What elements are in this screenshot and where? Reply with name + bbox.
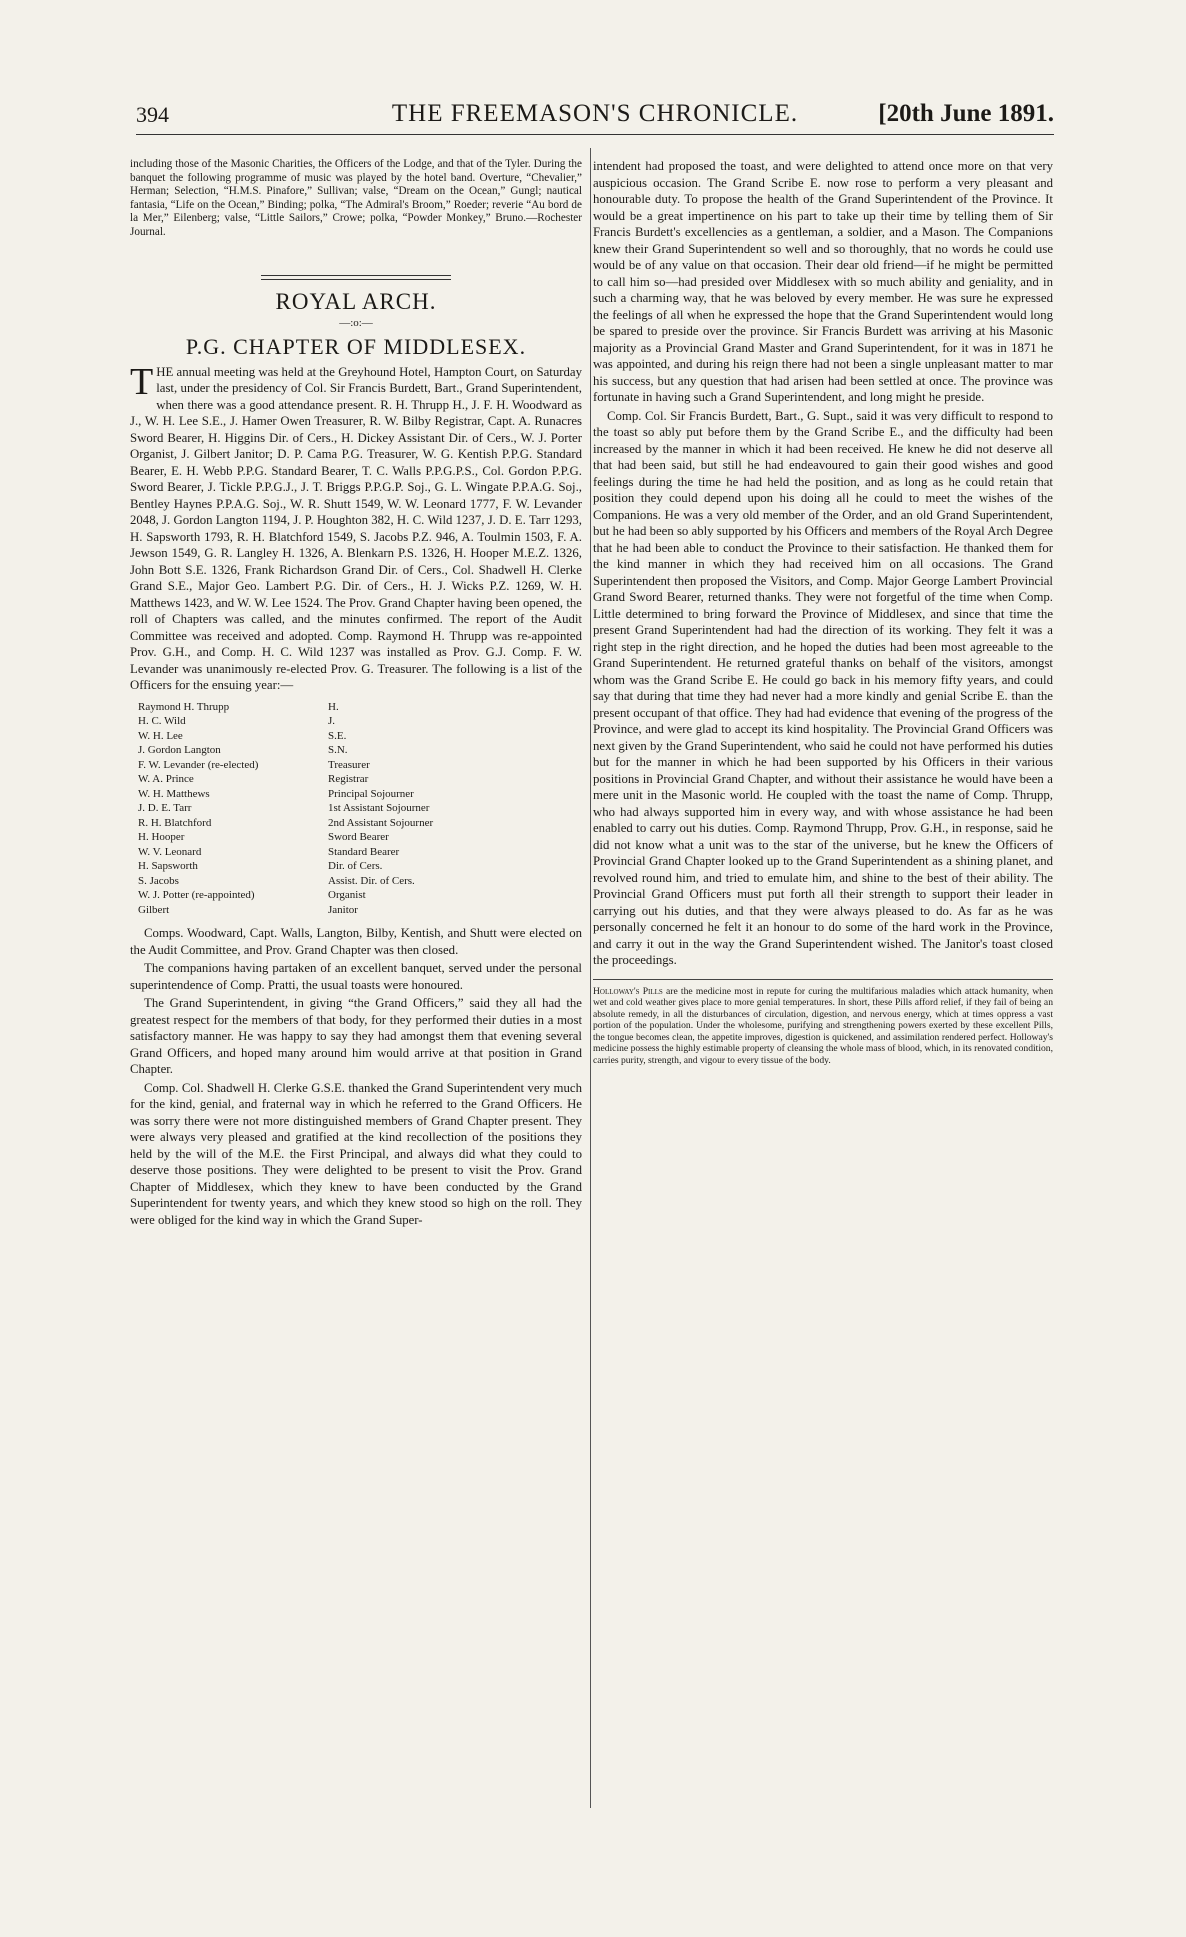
officer-name: W. H. Lee <box>138 729 183 742</box>
meeting-text: HE annual meeting was held at the Greyhound Hotel, Hampton Court, on Saturday last, under the presidency of Col. Sir Francis Burdett, Bart., Grand Superintendent, when there was a good attendance present. R. H. Thrupp H., J. F. H. Woodward as J., W. H. Lee S.E., J. Hamer Owen Treasurer, R. W. Bilby Registrar, Capt. A. Runacres Sword Bearer, H. Higgins Dir. of Cers., H. Dickey Assistant Dir. of Cers., W. J. Porter Organist, J. Gilbert Janitor; D. P. Cama P.G. Treasurer, W. G. Kentish P.P.G. Standard Bearer, E. H. Webb P.P.G. Standard Bearer, T. C. Walls P.P.G.P.S., Col. Gordon P.P.G. Sword Bearer, J. Tickle P.P.G.J., J. T. Briggs P.P.G.P. Soj., G. L. Wingate P.P.A.G. Soj., Bentley Haynes P.P.A.G. Soj., W. R. Shutt 1549, W. W. Leonard 1777, F. W. Levander 2048, J. Gordon Langton 1194, J. P. Houghton 382, H. C. Wild 1237, J. D. E. Tarr 1293, H. Sapsworth 1793, R. H. Blatchford 1549, S. Jacobs P.Z. 946, A. Toulmin 1503, F. A. Jewson 1549, G. R. Langley H. 1326, A. Blenkarn P.S. 1326, H. Hooper M.E.Z. 1326, John Bott S.E. 1326, Frank Richardson Grand Dir. of Cers., Col. Shadwell H. Clerke Grand S.E., Major Geo. Lambert P.G. Dir. of Cers., H. J. Wicks P.Z. 1269, W. H. Matthews 1423, and W. W. Lee 1524. The Prov. Grand Chapter having been opened, the roll of Chapters was called, and the minutes confirmed. The report of the Audit Committee was received and adopted. Comp. Raymond H. Thrupp was re-appointed Prov. G.H., and Comp. H. C. Wild 1237 was installed as Prov. G.J. Comp. F. W. Levander was unanimously re-elected Prov. G. Treasurer. The following is a list of the Officers for the ensuing year:— <box>130 364 582 692</box>
column-divider <box>590 148 591 1808</box>
officer-name: S. Jacobs <box>138 874 179 887</box>
officer-name: W. H. Matthews <box>138 787 210 800</box>
officers-table <box>138 700 498 918</box>
officer-office: Assist. Dir. of Cers. <box>328 874 415 887</box>
article-paragraph: Comp. Col. Shadwell H. Clerke G.S.E. thanked the Grand Superintendent very much for the kind, genial, and fraternal way in which he referred to the Grand Officers. He was sorry there were not more distinguished members of Grand Chapter present. They were always very pleased and gratified at the kind recollection of the positions they held by the will of the M.E. the First Principal, and always did what they could to deserve those positions. They were delighted to be present to visit the Prov. Grand Chapter of Middlesex, which they knew to have been conducted by the Grand Superintendent for twenty years, and which they knew stood so high on the roll. They were obliged for the kind way in which the Grand Super- <box>130 1080 582 1227</box>
officer-name: Raymond H. Thrupp <box>138 700 230 713</box>
section-rule <box>261 275 451 280</box>
officer-name: H. C. Wild <box>138 715 186 727</box>
officer-name: F. W. Levander (re-elected) <box>138 758 259 771</box>
officer-row <box>138 903 498 918</box>
advert-lead: Holloway's Pills <box>593 985 663 997</box>
drop-cap: T <box>130 360 154 403</box>
officer-office: Organist <box>328 889 366 901</box>
heading-ornament: —:o:— <box>339 316 373 329</box>
page-header <box>136 100 1054 135</box>
officer-office: Janitor <box>328 903 358 916</box>
officer-row <box>138 874 498 889</box>
section-heading-royal-arch: ROYAL ARCH. <box>275 289 437 314</box>
page-number: 394 <box>136 102 169 127</box>
left-column <box>130 158 582 1230</box>
officer-name: J. Gordon Langton <box>138 744 221 756</box>
officer-name: H. Hooper <box>138 831 185 843</box>
holloway-advertisement <box>593 979 1053 1067</box>
officer-name: J. D. E. Tarr <box>138 802 192 814</box>
officer-office: Dir. of Cers. <box>328 860 383 872</box>
officer-row <box>138 758 498 773</box>
article-paragraph: intendent had proposed the toast, and were delighted to attend once more on that very auspicious occasion. The Grand Scribe E. now rose to perform a very pleasant and honourable duty. To propose the health of the Grand Superintendent of the Province. It would be a great impertinence on his part to take up their time by telling them of Sir Francis Burdett's excellencies as a gentleman, a soldier, and a Mason. The Companions knew their Grand Superintendent so well and so thoroughly, that no words he could use would be of any value on that occasion. Their dear old friend—if he might be permitted to call him so—had presided over Middlesex with so much ability and geniality, and in such a charming way, that he was beloved by every member. He was sure he expressed the feelings of all when he expressed the hope that the Grand Superintendent would long be spared to preside over the province. Sir Francis Burdett was arriving at his Masonic majority as a Provincial Grand Master and Grand Superintendent, for it was in 1871 he was appointed, and during his reign there had not been a single unpleasant matter to mar his success, but any question that had arisen had been settled at once. The province was fortunate in having such a Grand Superintendent, and long might he preside. <box>593 159 1053 404</box>
officer-office: J. <box>328 715 336 727</box>
officer-name: W. J. Potter (re-appointed) <box>138 889 255 901</box>
officer-row <box>138 700 498 715</box>
officer-office: 1st Assistant Sojourner <box>328 802 430 814</box>
officer-office: 2nd Assistant Sojourner <box>328 816 434 829</box>
article-paragraph: The companions having partaken of an excellent banquet, served under the personal superintendence of Comp. Pratti, the usual toasts were honoured. <box>130 961 582 992</box>
officer-name: H. Sapsworth <box>138 860 198 872</box>
officer-office: Standard Bearer <box>328 845 400 858</box>
officer-office: Sword Bearer <box>328 831 389 843</box>
advert-body: are the medicine most in repute for curing the multifarious maladies which attack humanity, when wet and cold weather gives place to more genial temperatures. In short, these Pills afford relief, if they fail of being an absolute remedy, in all the disturbances of circulation, digestion, and nervous energy, which at times oppress a vast portion of the population. Under the wholesome, purifying and strengthening powers exerted by these excellent Pills, the tongue becomes clean, the appetite improves, digestion is quickened, and assimilation rendered perfect. Holloway's medicine possess the highly estimable property of cleansing the whole mass of blood, which, in its renovated condition, carries purity, strength, and vigour to every tissue of the body. <box>593 985 1053 1067</box>
officer-row <box>138 859 498 874</box>
banquet-programme-text: including those of the Masonic Charities, the Officers of the Lodge, and that of the Tyler. During the banquet the following programme of music was played by the hotel band. Overture, “Chevalier,” Herman; Selection, “H.M.S. Pinafore,” Sullivan; valse, “Dream on the Ocean,” Gungl; nautical fantasia, “Life on the Ocean,” Binding; polka, “The Admiral's Broom,” Roeder; reverie “Au bord de la Mer,” Eilenberg; valse, “Little Sailors,” Crowe; polka, “Powder Monkey,” Bruno.—Rochester Journal. <box>130 158 582 238</box>
officer-row <box>138 772 498 787</box>
officer-office: S.E. <box>328 729 347 742</box>
officer-office: Registrar <box>328 773 369 785</box>
issue-date: [20th June 1891. <box>878 100 1054 127</box>
officer-row <box>138 714 498 729</box>
article-paragraph: Comp. Col. Sir Francis Burdett, Bart., G. Supt., said it was very difficult to respond to the toast so ably put before them by the Grand Scribe E., and the difficulty had been increased by the manner in which it had been received. He knew he did not deserve all that had been said, but still he had endeavoured to gain their good wishes and good feelings during the time he had held the position, and as long as he could retain that position they could depend upon his doing all he could to meet the wishes of the Companions. He was a very old member of the Order, and an old Grand Superintendent, but he had been so ably supported by his Officers and members of the Royal Arch Degree that he had been able to conduct the Province to their satisfaction. He thanked them for the kind manner in which they had received him on all occasions. The Grand Superintendent then proposed the Visitors, and Comp. Major George Lambert Provincial Grand Sword Bearer, returned thanks. They were not forgetful of the time when Comp. Little determined to bring forward the Province of Middlesex, and since that time the present Grand Superintendent had had the direction of its working. They felt it was a right step in the right direction, and he hoped the duties had been most agreeable to the Grand Superintendent. He returned grateful thanks on behalf of the visitors, amongst whom was the Grand Scribe E. He could go back in his memory fifty years, and could say that during that time they had never had a more kindly and genial Scribe E. than the present occupant of that office. They had had evidence that evening of the progress of the Province, and were glad to accept its kind hospitality. The Provincial Grand Officers was next given by the Grand Superintendent, who said he could not have performed his duties but for the manner in which he had been supported by his Officers in their various positions in Provincial Grand Chapter, and without their assistance he would have been a mere unit in the Masonic world. He coupled with the toast the name of Comp. Thrupp, who had always supported him in every way, and with whose assistance he had been enabled to carry out his duties. Comp. Raymond Thrupp, Prov. G.H., in response, said he did not know what a unit was to the star of the universe, but he knew the Officers of Provincial Grand Chapter looked up to the Grand Superintendent as a shining planet, and revolved round him, and tried to emulate him, and shine to the best of their ability. The Provincial Grand Officers must put forth all their strength to support their leader in carrying out his duties, and that they were always pleased to do. As far as he was personally concerned he felt it an honour to do some of the hard work in the Province, and carry it out in the way the Grand Superintendent wished. The Janitor's toast closed the proceedings. <box>593 408 1053 967</box>
officer-office: Principal Sojourner <box>328 787 414 800</box>
article-paragraph <box>130 360 582 694</box>
officer-row <box>138 743 498 758</box>
officer-row <box>138 801 498 816</box>
officer-row <box>138 845 498 860</box>
masthead-title: THE FREEMASON'S CHRONICLE. <box>391 100 799 127</box>
officer-office: H. <box>328 700 339 713</box>
officer-row <box>138 816 498 831</box>
officer-office: S.N. <box>328 744 348 756</box>
officer-row <box>138 729 498 744</box>
officer-name: W. V. Leonard <box>138 845 202 858</box>
article-paragraph: Comps. Woodward, Capt. Walls, Langton, Bilby, Kentish, and Shutt were elected on the Audit Committee, and Prov. Grand Chapter was then closed. <box>130 926 582 957</box>
officer-name: Gilbert <box>138 903 170 916</box>
officer-name: R. H. Blatchford <box>138 816 212 829</box>
officer-row <box>138 830 498 845</box>
right-column <box>593 158 1053 1067</box>
article-paragraph: The Grand Superintendent, in giving “the Grand Officers,” said they all had the greatest respect for the members of that body, for they performed their duties in a most satisfactory manner. He was happy to say they had amongst them that evening several Grand Officers, and hoped many around him would arrive at that position in Grand Chapter. <box>130 996 582 1076</box>
officer-name: W. A. Prince <box>138 773 194 785</box>
article-heading: P.G. CHAPTER OF MIDDLESEX. <box>185 334 527 359</box>
officer-office: Treasurer <box>328 758 370 771</box>
officer-row <box>138 888 498 903</box>
officer-row <box>138 787 498 802</box>
